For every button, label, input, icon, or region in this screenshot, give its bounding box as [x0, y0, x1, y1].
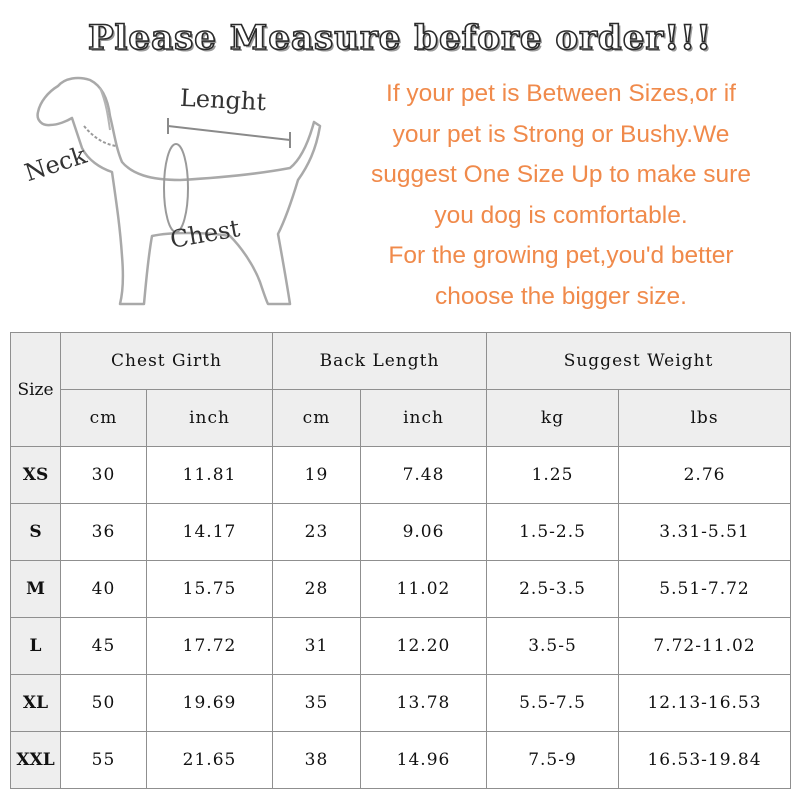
length-label: Lenght [179, 83, 267, 117]
size-cell: M [11, 561, 61, 618]
weight-kg-cell: 2.5-3.5 [487, 561, 619, 618]
chest-cm-cell: 36 [61, 504, 147, 561]
length-arrow [168, 126, 290, 140]
table-row [11, 618, 791, 675]
table-row [11, 561, 791, 618]
page-title: Please Measure before order!!! [87, 18, 713, 58]
weight-lbs-cell: 16.53-19.84 [619, 732, 791, 789]
weight-lbs-cell: 5.51-7.72 [619, 561, 791, 618]
unit-header: cm [273, 390, 361, 447]
size-header: Size [11, 333, 61, 447]
note-line: If your pet is Between Sizes,or if [386, 80, 736, 107]
chest-inch-cell: 17.72 [147, 618, 273, 675]
weight-lbs-cell: 3.31-5.51 [619, 504, 791, 561]
chest-inch-cell: 21.65 [147, 732, 273, 789]
size-cell: XXL [11, 732, 61, 789]
weight-kg-cell: 1.5-2.5 [487, 504, 619, 561]
note-line: choose the bigger size. [435, 282, 687, 310]
note-line: suggest One Size Up to make sure [371, 161, 751, 188]
chest-inch-cell: 11.81 [147, 447, 273, 504]
back-length-header: Back Length [273, 333, 487, 390]
dog-measurement-diagram [20, 68, 340, 318]
chest-cm-cell: 40 [61, 561, 147, 618]
back-inch-cell: 11.02 [361, 561, 487, 618]
sizing-advice-note [336, 74, 786, 317]
chest-inch-cell: 15.75 [147, 561, 273, 618]
back-inch-cell: 14.96 [361, 732, 487, 789]
table-row [11, 447, 791, 504]
weight-kg-cell: 5.5-7.5 [487, 675, 619, 732]
chest-cm-cell: 55 [61, 732, 147, 789]
back-cm-cell: 38 [273, 732, 361, 789]
size-cell: XL [11, 675, 61, 732]
unit-header: cm [61, 390, 147, 447]
unit-header: inch [147, 390, 273, 447]
chest-inch-cell: 14.17 [147, 504, 273, 561]
weight-kg-cell: 3.5-5 [487, 618, 619, 675]
unit-header: inch [361, 390, 487, 447]
back-inch-cell: 13.78 [361, 675, 487, 732]
back-cm-cell: 19 [273, 447, 361, 504]
weight-kg-cell: 7.5-9 [487, 732, 619, 789]
table-row [11, 504, 791, 561]
chest-ring [164, 144, 188, 232]
back-cm-cell: 28 [273, 561, 361, 618]
weight-kg-cell: 1.25 [487, 447, 619, 504]
back-cm-cell: 23 [273, 504, 361, 561]
unit-header: lbs [619, 390, 791, 447]
chest-girth-header: Chest Girth [61, 333, 273, 390]
header-row-units [11, 390, 791, 447]
note-line: you dog is comfortable. [434, 201, 688, 229]
size-cell: XS [11, 447, 61, 504]
chest-cm-cell: 50 [61, 675, 147, 732]
back-inch-cell: 7.48 [361, 447, 487, 504]
size-cell: S [11, 504, 61, 561]
note-line: your pet is Strong or Bushy.We [392, 120, 730, 148]
weight-lbs-cell: 12.13-16.53 [619, 675, 791, 732]
weight-lbs-cell: 2.76 [619, 447, 791, 504]
chest-cm-cell: 30 [61, 447, 147, 504]
size-chart-table [10, 332, 791, 789]
header-row-groups [11, 333, 791, 390]
note-line: For the growing pet,you'd better [388, 242, 734, 269]
weight-lbs-cell: 7.72-11.02 [619, 618, 791, 675]
back-cm-cell: 31 [273, 618, 361, 675]
back-cm-cell: 35 [273, 675, 361, 732]
neck-label: Neck [21, 140, 90, 188]
unit-header: kg [487, 390, 619, 447]
back-inch-cell: 12.20 [361, 618, 487, 675]
table-row [11, 732, 791, 789]
back-inch-cell: 9.06 [361, 504, 487, 561]
table-row [11, 675, 791, 732]
suggest-weight-header: Suggest Weight [487, 333, 791, 390]
chest-label: Chest [168, 214, 242, 254]
chest-inch-cell: 19.69 [147, 675, 273, 732]
chest-cm-cell: 45 [61, 618, 147, 675]
size-cell: L [11, 618, 61, 675]
